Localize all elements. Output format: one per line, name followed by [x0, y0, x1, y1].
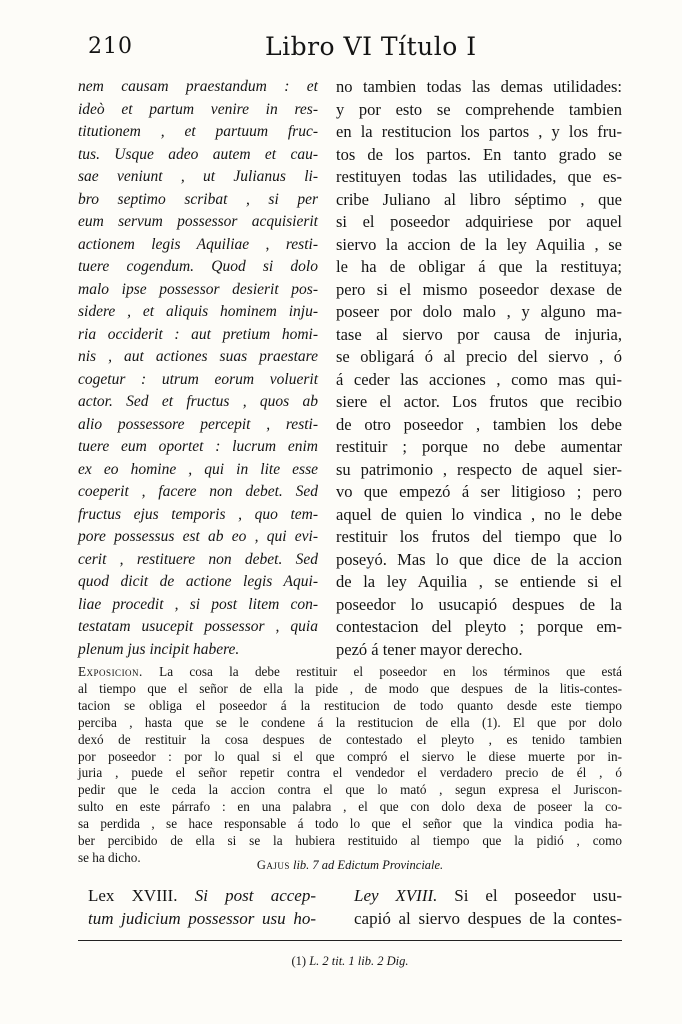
source-author: Gajus — [256, 858, 290, 872]
text-line: bro septimo scribat , si per — [78, 190, 318, 208]
text-line: restituyen todas las utilidades, que es- — [336, 167, 622, 186]
text-line: ideò et partum venire in res- — [78, 100, 318, 118]
exposicion-label: Exposicion. — [78, 664, 143, 679]
spanish-column — [336, 76, 622, 661]
exposicion-line: perciba , hasta que se le condene á la restitucion de ella (1). El que por dolo — [78, 714, 622, 730]
text-line: no tambien todas las demas utilidades: — [336, 77, 622, 96]
text-line: tus. Usque adeo autem et cau- — [78, 145, 318, 163]
text-line: cogetur : utrum eorum voluerit — [78, 370, 318, 388]
text-line: aquel de quien lo vindica , no le debe — [336, 504, 622, 524]
text-line: poseedor lo usucapió despues de la — [336, 594, 622, 614]
text-line: restituir los frutos del tiempo que lo — [336, 527, 622, 546]
lex-spanish-text: Si el poseedor usu- — [454, 886, 622, 905]
text-line: actor. Sed et fructus , quos ab — [78, 393, 318, 410]
text-line: de la ley Aquilia , se entiende si el — [336, 572, 622, 591]
text-line: siervo la accion de la ley Aquilia , se — [336, 234, 622, 254]
text-line: pore possessus est ab eo , qui evi- — [78, 528, 318, 545]
text-line: se obligará ó al precio del siervo , ó — [336, 347, 622, 366]
text-line: plenum jus incipit habere. — [78, 640, 240, 658]
text-line: y por esto se comprehende tambien — [336, 99, 622, 119]
exposicion-line: dexó de restituir la cosa despues de contestado el pleyto , es tenido tambien — [78, 731, 622, 747]
text-line: testatam usucepit possessor , quia — [78, 618, 318, 635]
lex-latin — [88, 884, 316, 930]
text-line: tuere cogendum. Quod si dolo — [78, 258, 318, 275]
lex-latin-label: Lex XVIII. — [88, 886, 178, 905]
text-line: restituir ; porque no debe aumentar — [336, 437, 622, 456]
text-line: titutionem , et partuum fruc- — [78, 123, 318, 140]
text-line: actionem legis Aquiliae , resti- — [78, 235, 318, 253]
text-line: pero si el mismo poseedor dexase de — [336, 279, 622, 299]
running-head: Libro VI Título I — [265, 32, 477, 61]
footnote-marker: (1) — [291, 954, 307, 968]
page-number: 210 — [88, 34, 133, 59]
text-line: su patrimonio , respecto de aquel sier- — [336, 459, 622, 479]
exposicion-line: sulto en este párrafo : en una palabra , el que con dolo dexa de poseer la co- — [78, 799, 622, 815]
exposicion-line: tacion se obliga el poseedor á la restitucion de todo quanto desde este tiempo — [78, 697, 622, 713]
lex-spanish-label: Ley XVIII. — [354, 886, 438, 905]
exposicion-line: ber percibido de ella si se la hubiera restituido al tiempo que la pidió , como — [78, 833, 622, 849]
text-line: sidere , et aliquis hominem inju- — [78, 303, 318, 320]
source-work: lib. 7 ad Edictum Provinciale. — [292, 858, 444, 872]
text-line: contestacion del pleyto ; porque em- — [336, 617, 622, 636]
text-line: fructus ejus temporis , quo tem- — [78, 505, 318, 523]
exposicion-line: La cosa la debe restituir el poseedor en los términos que está — [159, 664, 623, 679]
text-line: poseyó. Mas lo que dice de la accion — [336, 549, 622, 569]
lex-spanish — [354, 884, 622, 930]
text-line: de otro poseedor , tambien los debe — [336, 414, 622, 434]
lex-latin-text: Si post accep- — [194, 886, 317, 905]
text-line: nis , aut actiones suas praestare — [78, 348, 318, 365]
text-line: poseer por dolo malo , y alguno ma- — [336, 302, 622, 321]
lex-spanish-text: capió al siervo despues de la contes- — [354, 909, 622, 928]
text-line: tos de los partos. En tanto grado se — [336, 144, 622, 164]
exposicion-line: se ha dicho. — [78, 849, 141, 865]
text-line: coeperit , facere non debet. Sed — [78, 483, 318, 500]
exposicion-line: sa perdida , se hace responsable á todo lo que el señor que la vindica podia ha- — [78, 816, 622, 832]
text-line: le ha de obligar á que la restituya; — [336, 257, 622, 276]
text-line: alio possessore percepit , resti- — [78, 415, 318, 433]
footnote — [78, 954, 622, 969]
text-line: nem causam praestandum : et — [78, 78, 318, 95]
text-line: tase al siervo por causa de injuria, — [336, 324, 622, 344]
latin-column — [78, 76, 318, 661]
text-line: si el poseedor adquiriese por aquel — [336, 212, 622, 231]
text-line: á ceder las acciones , como mas qui- — [336, 369, 622, 389]
exposicion-line: pedir que le ceda la accion contra el que lo mató , segun expresa el Juriscon- — [78, 782, 622, 798]
text-line: malo ipse possessor desierit pos- — [78, 280, 318, 298]
text-line: ex eo homine , qui in lite esse — [78, 460, 318, 478]
text-line: eum servum possessor acquisierit — [78, 213, 318, 230]
exposicion-line: por poseedor : por lo qual si el que compró el siervo le diese muerte por in- — [78, 748, 622, 764]
text-line: en la restitucion los partos , y los fru- — [336, 122, 622, 141]
lex-latin-text: tum judicium possessor usu ho- — [88, 909, 316, 928]
text-line: siere el actor. Los frutos que recibio — [336, 392, 622, 411]
footnote-text: L. 2 tit. 1 lib. 2 Dig. — [309, 954, 409, 968]
exposicion-line: juria , puede el señor repetir contra el vendedor el verdadero precio de él , ó — [78, 765, 622, 781]
footnote-rule — [78, 940, 622, 941]
text-line: tuere eum oportet : lucrum enim — [78, 438, 318, 455]
text-line: sae veniunt , ut Julianus li- — [78, 168, 318, 185]
text-line: liae procedit , si post litem con- — [78, 595, 318, 613]
exposicion-line: al tiempo que el señor de ella la pide , de modo que despues de la litis-contes- — [78, 680, 622, 696]
text-line: pezó á tener mayor derecho. — [336, 639, 523, 659]
text-line: quod dicit de actione legis Aqui- — [78, 573, 318, 590]
exposicion-paragraph — [78, 664, 622, 867]
text-line: ria occiderit : aut pretium homi- — [78, 325, 318, 343]
text-line: cerit , restituere non debet. Sed — [78, 550, 318, 568]
text-line: vo que empezó á ser litigioso ; pero — [336, 482, 622, 501]
source-citation — [78, 858, 622, 873]
text-line: cribe Juliano al libro séptimo , que — [336, 189, 622, 209]
